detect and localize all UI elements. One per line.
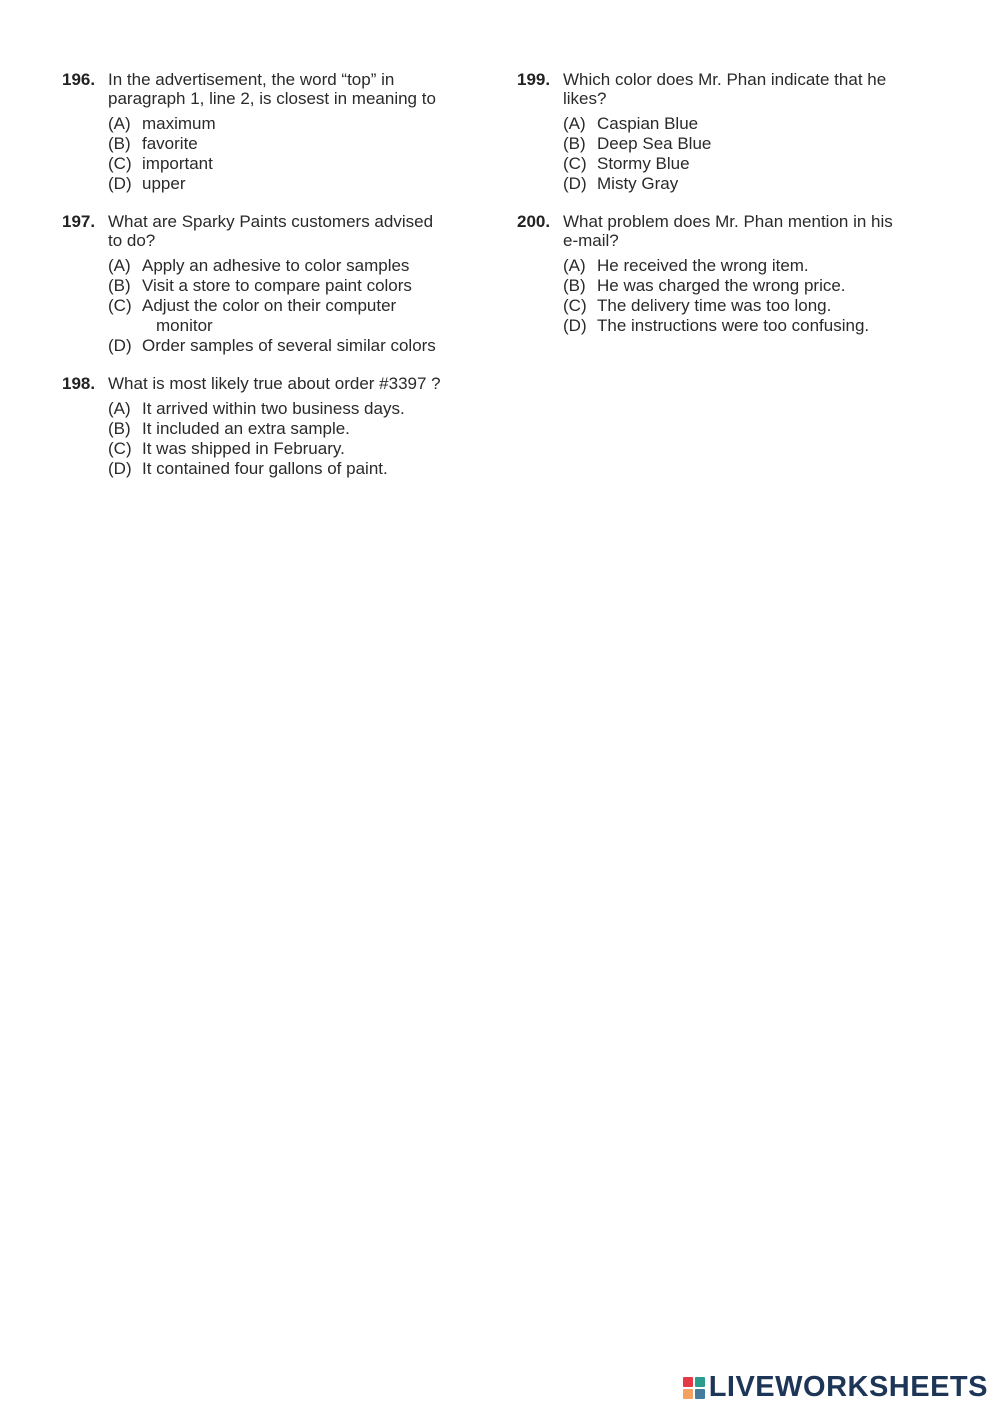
option-letter: (D) (108, 174, 132, 193)
option-text-wrapper (142, 439, 482, 459)
option-text: The instructions were too confusing. (597, 316, 870, 335)
answer-option[interactable] (563, 276, 937, 296)
option-text-wrapper (142, 296, 482, 336)
answer-option[interactable] (563, 296, 937, 316)
option-text-wrapper (142, 256, 482, 276)
answer-option[interactable] (108, 134, 482, 154)
option-letter: (A) (563, 114, 586, 133)
answer-option[interactable] (108, 276, 482, 296)
option-text-wrapper (142, 134, 482, 154)
watermark-text: LIVEWORKSHEETS (708, 1371, 988, 1403)
logo-square-blue (695, 1389, 705, 1399)
option-text: He was charged the wrong price. (597, 276, 846, 295)
option-text: He received the wrong item. (597, 256, 809, 275)
option-letter: (B) (563, 276, 586, 295)
question-stem (62, 212, 482, 250)
option-text-wrapper (142, 276, 482, 296)
option-text-wrapper (597, 276, 937, 296)
option-letter: (B) (108, 134, 131, 153)
option-text: Visit a store to compare paint colors (142, 276, 412, 295)
option-letter: (C) (108, 296, 132, 315)
option-text: Misty Gray (597, 174, 679, 193)
answer-option[interactable] (108, 399, 482, 419)
option-letter: (B) (563, 134, 586, 153)
question-number: 200. (517, 212, 551, 231)
logo-square-orange (683, 1389, 693, 1399)
option-text-wrapper (597, 296, 937, 316)
answer-option[interactable] (563, 174, 937, 194)
liveworksheets-logo-icon (683, 1377, 705, 1399)
right-column (517, 70, 937, 354)
question-number: 198. (62, 374, 96, 393)
answer-option[interactable] (108, 296, 482, 336)
question-stem (62, 374, 482, 393)
question-text: In the advertisement, the word “top” in paragraph 1, line 2, is closest in meaning to (108, 70, 436, 108)
answer-option[interactable] (108, 114, 482, 134)
answer-option[interactable] (108, 419, 482, 439)
option-letter: (C) (108, 439, 132, 458)
question-stem (517, 212, 937, 250)
option-text: It was shipped in February. (142, 439, 345, 458)
option-letter: (D) (108, 459, 132, 478)
option-letter: (D) (563, 174, 587, 193)
option-text: important (142, 154, 213, 173)
option-letter: (D) (108, 336, 132, 355)
answer-options (108, 399, 482, 479)
option-letter: (B) (108, 276, 131, 295)
option-text-wrapper (142, 399, 482, 419)
option-letter: (B) (108, 419, 131, 438)
answer-option[interactable] (108, 459, 482, 479)
answer-option[interactable] (563, 316, 937, 336)
option-letter: (A) (108, 256, 131, 275)
liveworksheets-watermark (683, 1371, 988, 1404)
option-text-wrapper (597, 174, 937, 194)
option-text: Order samples of several similar colors (142, 336, 436, 355)
option-text-wrapper (142, 114, 482, 134)
question-number: 199. (517, 70, 551, 89)
option-text-wrapper (142, 459, 482, 479)
option-text-wrapper (597, 154, 937, 174)
option-text: Apply an adhesive to color samples (142, 256, 410, 275)
option-text-wrapper (597, 316, 937, 336)
logo-square-teal (695, 1377, 705, 1387)
option-text-wrapper (597, 256, 937, 276)
answer-option[interactable] (108, 154, 482, 174)
answer-option[interactable] (563, 114, 937, 134)
question-number: 197. (62, 212, 96, 231)
option-text: Caspian Blue (597, 114, 699, 133)
question-197 (62, 212, 482, 356)
option-text: The delivery time was too long. (597, 296, 832, 315)
question-text: Which color does Mr. Phan indicate that he likes? (563, 70, 887, 108)
answer-options (563, 114, 937, 194)
option-text-wrapper (597, 114, 937, 134)
answer-option[interactable] (563, 256, 937, 276)
question-number: 196. (62, 70, 96, 89)
option-letter: (C) (563, 296, 587, 315)
option-letter: (A) (108, 114, 131, 133)
answer-options (563, 256, 937, 336)
option-text-wrapper (597, 134, 937, 154)
option-text: Stormy Blue (597, 154, 690, 173)
option-text-wrapper (142, 419, 482, 439)
option-text: It arrived within two business days. (142, 399, 405, 418)
question-stem (62, 70, 482, 108)
question-200 (517, 212, 937, 336)
option-text: It contained four gallons of paint. (142, 459, 388, 478)
option-text: maximum (142, 114, 216, 133)
question-199 (517, 70, 937, 194)
option-text-wrapper (142, 336, 482, 356)
question-196 (62, 70, 482, 194)
question-stem (517, 70, 937, 108)
answer-options (108, 256, 482, 356)
option-text: Deep Sea Blue (597, 134, 712, 153)
option-letter: (A) (563, 256, 586, 275)
option-text-wrapper (142, 154, 482, 174)
answer-option[interactable] (108, 174, 482, 194)
option-text: Adjust the color on their computer (142, 296, 397, 315)
option-letter: (C) (563, 154, 587, 173)
option-letter: (A) (108, 399, 131, 418)
option-letter: (D) (563, 316, 587, 335)
option-letter: (C) (108, 154, 132, 173)
option-text-wrapper (142, 174, 482, 194)
answer-option[interactable] (563, 134, 937, 154)
option-text: upper (142, 174, 186, 193)
answer-option[interactable] (108, 256, 482, 276)
question-text: What is most likely true about order #3397 ? (108, 374, 441, 393)
logo-square-red (683, 1377, 693, 1387)
question-text: What are Sparky Paints customers advised to do? (108, 212, 434, 250)
question-text: What problem does Mr. Phan mention in his e-mail? (563, 212, 893, 250)
question-198 (62, 374, 482, 479)
answer-option[interactable] (108, 439, 482, 459)
option-text-continuation: monitor (156, 316, 213, 335)
answer-option[interactable] (108, 336, 482, 356)
left-column (62, 70, 482, 497)
answer-option[interactable] (563, 154, 937, 174)
answer-options (108, 114, 482, 194)
option-text: It included an extra sample. (142, 419, 350, 438)
option-text: favorite (142, 134, 198, 153)
